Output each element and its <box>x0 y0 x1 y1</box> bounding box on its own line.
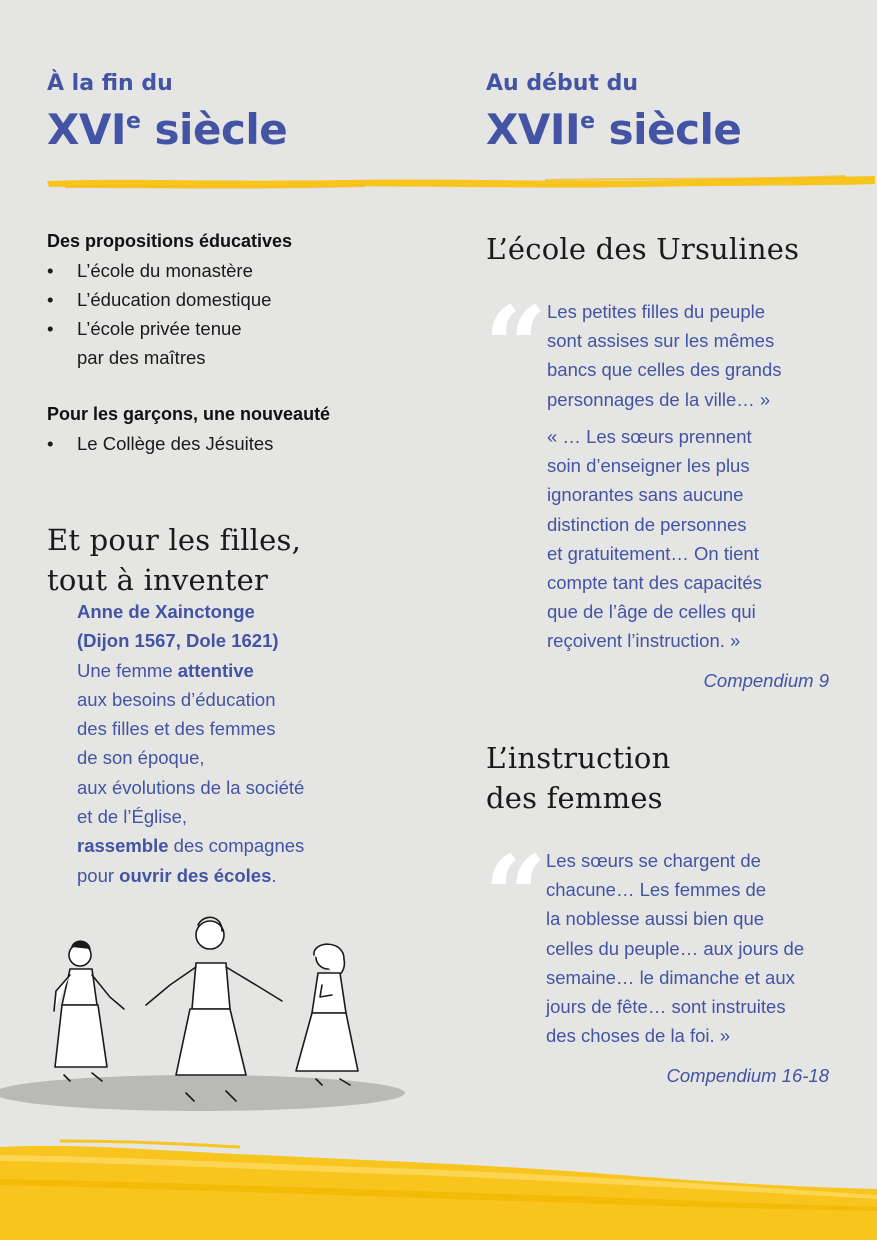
women-instruction-heading: L’instruction des femmes <box>486 741 671 815</box>
quote-mark-icon: “ <box>484 282 548 411</box>
ursulines-quote: Les petites filles du peuple sont assises sur les mêmes bancs que celles des grands personnages de la ville… » <box>547 301 782 410</box>
ursulines-heading: L’école des Ursulines <box>486 232 800 266</box>
list-item: • Le Collège des Jésuites <box>47 433 274 454</box>
list-item-continuation: par des maîtres <box>77 347 206 368</box>
list-item: • L’école du monastère <box>47 260 253 281</box>
anne-de-xainctonge-bio: Anne de Xainctonge (Dijon 1567, Dole 1621) Une femme attentive aux besoins d’éducation des filles et des femmes de son époque, aux évolutions de la société et de l’Église, rassemble des compagnes pour ouvrir des écoles. <box>77 601 305 886</box>
list-item: • L’éducation domestique <box>47 289 272 310</box>
ursulines-quote-continued: « … Les sœurs prennent soin d’enseigner les plus ignorantes sans aucune distinction de personnes et gratuitement… On tient compte tant des capacités que de l’âge de celles qui reçoivent l’instruction. » <box>547 426 762 652</box>
right-kicker: Au début du <box>486 71 639 96</box>
right-century-title: XVIIe siècle <box>486 105 742 154</box>
girls-heading: Et pour les filles, tout à inventer <box>47 523 301 597</box>
list-item: • L’école privée tenue <box>47 318 242 339</box>
educational-proposals-list <box>47 256 407 372</box>
yellow-brush-divider <box>45 172 877 194</box>
left-kicker: À la fin du <box>47 71 173 96</box>
quote-mark-icon: “ <box>484 831 548 960</box>
three-women-illustration <box>0 905 410 1115</box>
yellow-brush-footer <box>0 1135 877 1240</box>
women-instruction-quote: Les sœurs se chargent de chacune… Les femmes de la noblesse aussi bien que celles du peuple… aux jours de semaine… le dimanche et aux jours de fête… sont instruites des choses de la foi. » <box>546 850 805 1047</box>
educational-proposals-heading: Des propositions éducatives <box>47 231 293 251</box>
compendium-reference: Compendium 16-18 <box>666 1065 829 1086</box>
left-century-title: XVIe siècle <box>47 105 288 154</box>
boys-list <box>47 429 407 458</box>
compendium-reference: Compendium 9 <box>703 670 829 691</box>
boys-heading: Pour les garçons, une nouveauté <box>47 404 331 424</box>
